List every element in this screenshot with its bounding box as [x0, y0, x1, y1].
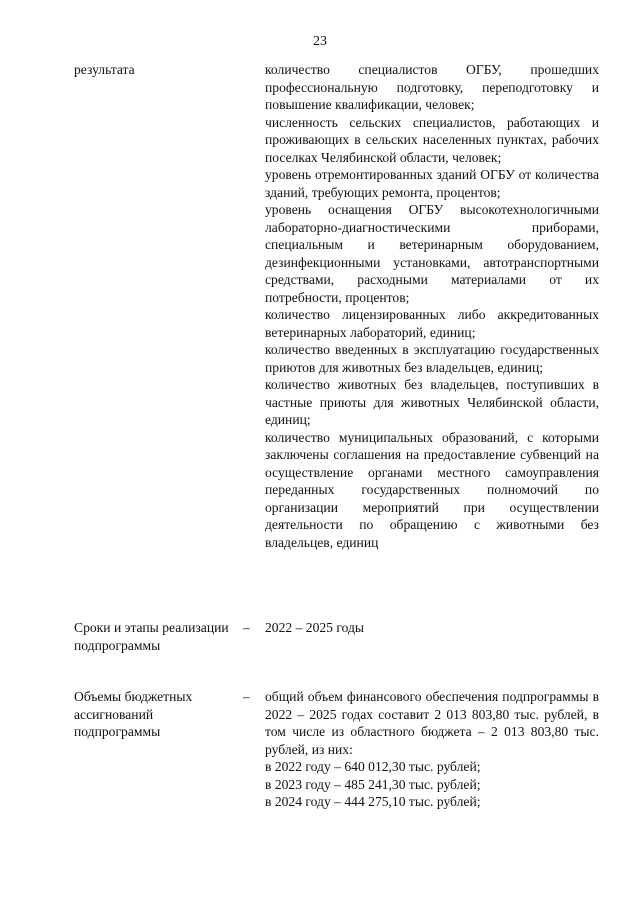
row-dash: – — [243, 620, 250, 635]
list-item: уровень оснащения ОГБУ высокотехнологичными лабораторно-диагностическими приборами, специальным и ветеринарным оборудованием, дезинфекционными установками, автотранспортными средствами, расходными материалами от их потребности, процентов; — [265, 202, 599, 305]
row-value-period — [265, 619, 599, 637]
list-item: количество введенных в эксплуатацию государственных приютов для животных без владельцев, единиц; — [265, 342, 599, 375]
row-dash: – — [243, 689, 250, 704]
list-item: в 2022 году – 640 012,30 тыс. рублей; — [265, 759, 481, 774]
list-item: количество животных без владельцев, поступивших в частные приюты для животных Челябинской области, единиц; — [265, 377, 599, 427]
row-label: Сроки и этапы реализации подпрограммы — [74, 620, 229, 653]
list-item: 2022 – 2025 годы — [265, 620, 365, 635]
list-item: численность сельских специалистов, работающих и проживающих в сельских населенных пунктах, рабочих поселках Челябинской области, человек; — [265, 114, 599, 165]
row-value-budget — [265, 688, 599, 811]
list-item: общий объем финансового обеспечения подпрограммы в 2022 – 2025 годах составит 2 013 803,80 тыс. рублей, в том числе из областного бюджета – 2 013 803,80 тыс. рублей, из них: — [265, 689, 599, 757]
table-row-results — [0, 61, 640, 611]
list-item: в 2023 году – 485 241,30 тыс. рублей; — [265, 776, 481, 792]
list-item: уровень отремонтированных зданий ОГБУ от количества зданий, требующих ремонта, процентов; — [265, 167, 599, 200]
list-item: количество специалистов ОГБУ, прошедших профессиональную подготовку, переподготовку и повышение квалификации, человек; — [265, 62, 599, 112]
passport-table — [0, 61, 640, 811]
list-item: количество муниципальных образований, с которыми заключены соглашения на предоставление субвенций на осуществление органами местного самоуправления переданных государственных полномочий по организации мероприятий при осуществлении деятельности по обращению с животными без владельцев, единиц — [265, 429, 599, 550]
list-item: в 2024 году – 444 275,10 тыс. рублей; — [265, 794, 481, 809]
table-row-budget — [0, 688, 640, 811]
list-item: количество лицензированных либо аккредитованных ветеринарных лабораторий, единиц; — [265, 307, 599, 340]
table-row-period — [0, 619, 640, 683]
row-label: результата — [74, 62, 135, 77]
row-value-results — [265, 61, 599, 551]
row-label: Объемы бюджетных ассигнований подпрограммы — [74, 689, 193, 739]
page-number: 23 — [313, 34, 327, 49]
